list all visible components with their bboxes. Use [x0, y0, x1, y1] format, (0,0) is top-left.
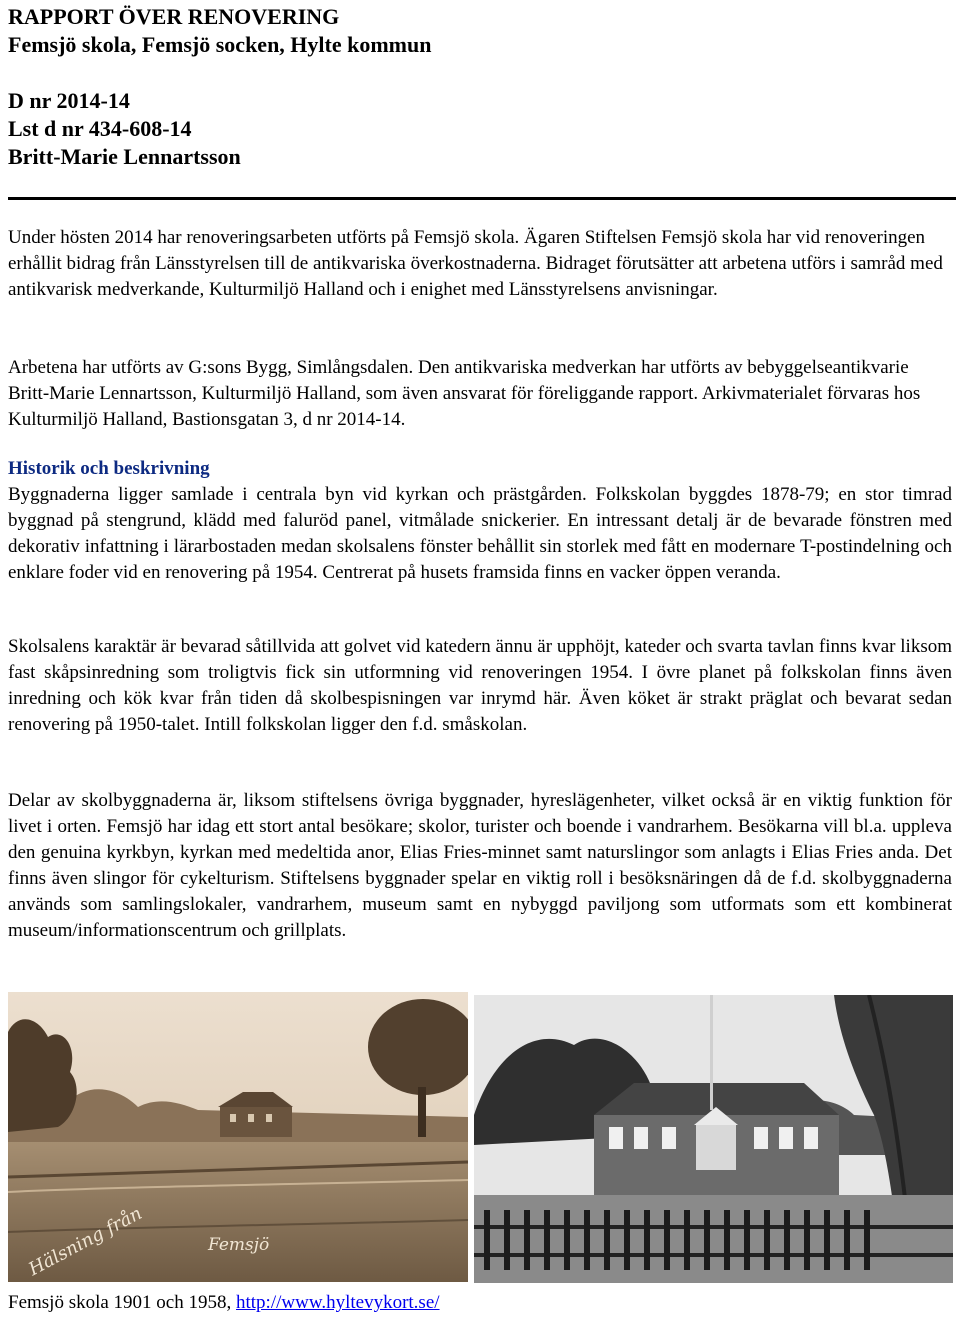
section-heading: Historik och beskrivning [8, 458, 210, 479]
report-subtitle: Femsjö skola, Femsjö socken, Hylte kommun [8, 32, 432, 57]
header-divider [8, 197, 956, 200]
paragraph-contractor: Arbetena har utförts av G:sons Bygg, Simlångsdalen. Den antikvariska medverkan har utförts av bebyggelseantikvarie Britt-Marie Lennartsson, Kulturmiljö Halland, som även ansvarat för föreliggande rapport. Arkivmaterialet förvaras hos Kulturmiljö Halland, Bastionsgatan 3, d nr 2014-14. [8, 357, 921, 430]
dnr-line: D nr 2014-14 [8, 88, 130, 113]
photo-caption [8, 1290, 440, 1316]
paragraph-usage: Delar av skolbyggnaderna är, liksom stiftelsens övriga byggnader, hyreslägenheter, vilket också är en viktig funktion för livet i orten. Femsjö har idag ett stort antal besökare; skolor, turister och boende i vandrarhem. Besökarna vill bl.a. uppleva den genuina kyrkbyn, kyrkan med medeltida anor, Elias Fries-minnet samt naturslingor som anlagts i Elias Fries anda. Det finns även slingor för cykelturism. Stiftelsens byggnader spelar en viktig roll i besöksnäringen då de f.d. skolbyggnaderna används som samlingslokaler, vandrarhem, museum samt en nybyggd paviljong som utformats som ett kombinerat museum/informationscentrum och grillplats. [8, 790, 952, 941]
postcard-greeting: Hälsning från [25, 1202, 146, 1281]
paragraph-history: Byggnaderna ligger samlade i centrala byn vid kyrkan och prästgården. Folkskolan byggdes 1878-79; en stor timrad byggnad på stengrund, klädd med faluröd panel, vitmålade snickerier. En intressant detalj är de bevarade fönstren med dekorativ infattning i lärarbostaden medan skolsalens fönster behållit sin storlek med fått en modernare T-postindelning och enklare foder vid en renovering på 1954. Centrerat på husets framsida finns en vacker öppen veranda. [8, 484, 952, 583]
paragraph-intro: Under hösten 2014 har renoveringsarbeten utförts på Femsjö skola. Ägaren Stiftelsen Femsjö skola har vid renoveringen erhållit bidrag från Länsstyrelsen till de antikvariska överkostnaderna. Bidraget förutsätter att arbetena utförs i samråd med antikvarisk medverkande, Kulturmiljö Halland och i enighet med Länsstyrelsens anvisningar. [8, 227, 943, 300]
paragraph-classroom: Skolsalens karaktär är bevarad såtillvida att golvet vid katedern ännu är upphöjt, kateder och svarta tavlan finns kvar liksom fast skåpsinredning som troligtvis fick sin utformning vid renoveringen 1954. I övre planet på folkskolan finns även inredning och kök kvar från tiden då skolbespisningen var inrymd här. Även köket är strakt präglat och bevarat sedan renovering på 1950-talet. Intill folkskolan ligger den f.d. småskolan. [8, 636, 952, 735]
photo-1901-postcard [8, 992, 468, 1282]
hyltevykort-link[interactable]: http://www.hyltevykort.se/ [236, 1292, 440, 1313]
lst-line: Lst d nr 434-608-14 [8, 116, 192, 141]
caption-text: Femsjö skola 1901 och 1958, [8, 1292, 236, 1313]
author-line: Britt-Marie Lennartsson [8, 144, 241, 169]
postcard-place-name: Femsjö [208, 1235, 270, 1255]
photo-1958 [474, 995, 953, 1283]
report-title: RAPPORT ÖVER RENOVERING [8, 4, 340, 29]
